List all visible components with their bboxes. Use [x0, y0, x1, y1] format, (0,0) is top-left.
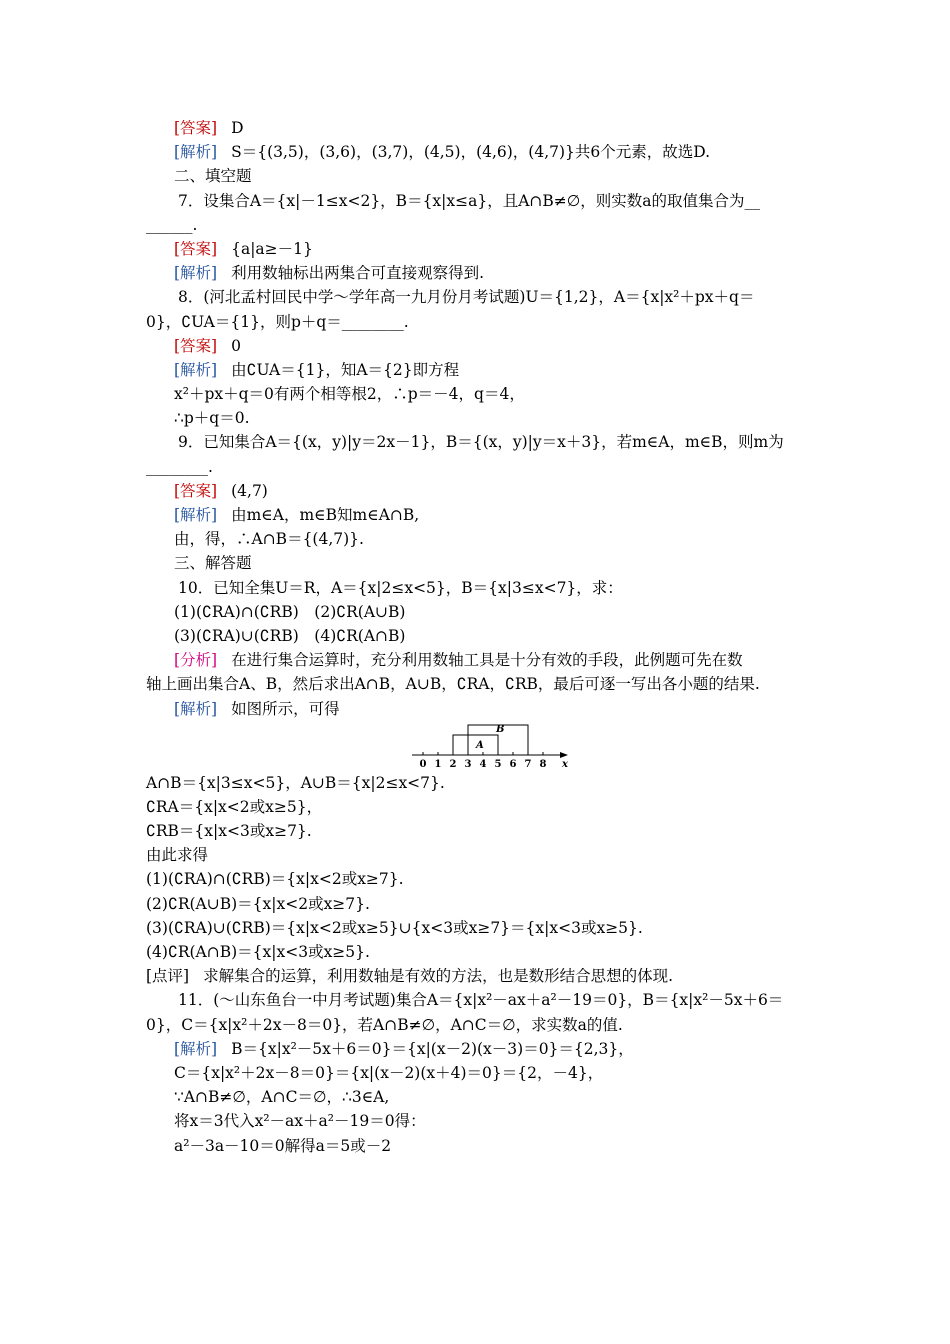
q7-analysis-line: [146, 261, 806, 285]
q9-answer: (4,7): [231, 481, 268, 500]
q10-parts-2: (3)(∁RA)∪(∁RB) (4)∁R(A∩B): [174, 626, 406, 645]
q6-answer: D: [231, 119, 244, 137]
q11-stem-1: 11．(～山东鱼台一中月考试题)集合A＝{x|x²－ax＋a²－19＝0}，B＝{x|x²－5x＋6＝: [178, 991, 784, 1010]
q10-parts-1: (1)(∁RA)∩(∁RB) (2)∁R(A∪B): [174, 602, 406, 621]
axis-arrow: [560, 752, 568, 758]
q11-analysis-4: 将x＝3代入x²－ax＋a²－19＝0得：: [174, 1112, 426, 1131]
q10-result-2: ∁RA＝{x|x<2或x≥5}，: [146, 797, 323, 816]
axis-tick-label: 5: [494, 758, 502, 769]
q10-result-7: (3)(∁RA)∪(∁RB)＝{x|x<2或x≥5}∪{x<3或x≥7}＝{x|x<3或x≥5}.: [146, 918, 643, 937]
document-page: [146, 116, 806, 1158]
analysis-tag: [解析]: [174, 1039, 218, 1058]
q11-analysis-3: ∵A∩B≠∅，A∩C＝∅，∴3∈A,: [174, 1088, 390, 1107]
axis-tick-label: 8: [539, 758, 547, 769]
axis-tick-label: 6: [509, 758, 517, 769]
q11-analysis-line: [146, 1037, 806, 1061]
answer-tag: [答案]: [174, 336, 218, 355]
q9-analysis-1: 由m∈A，m∈B知m∈A∩B,: [231, 506, 420, 524]
q11-stem-2: 0}，C＝{x|x²＋2x－8＝0}，若A∩B≠∅，A∩C＝∅，求实数a的值.: [146, 1015, 623, 1034]
axis-tick-label: 7: [524, 758, 532, 769]
analysis-tag: [解析]: [174, 360, 218, 379]
q7-analysis: 利用数轴标出两集合可直接观察得到.: [231, 264, 485, 283]
q10-analysis-line: [146, 697, 806, 721]
axis-var-label: x: [562, 758, 568, 769]
q10-result-8: (4)∁R(A∩B)＝{x|x<3或x≥5}.: [146, 943, 370, 961]
q8-stem-2: 0}，∁UA＝{1}，则p＋q＝________.: [146, 312, 409, 331]
q9-answer-line: [146, 479, 806, 503]
q6-analysis: S＝{(3,5)，(3,6)，(3,7)，(4,5)，(4,6)，(4,7)}共6个元素，故选D.: [231, 143, 711, 162]
section-heading-3: 三、解答题: [174, 554, 252, 573]
analysis-tag: [解析]: [174, 506, 218, 524]
q10-result-4: 由此求得: [146, 846, 209, 865]
set-a-label: A: [476, 739, 484, 751]
q8-answer-line: [146, 334, 806, 358]
q10-fenxi-2: 轴上画出集合A、B，然后求出A∩B，A∪B，∁RA，∁RB，最后可逐一写出各小题的结果.: [146, 675, 760, 694]
comment-tag: [点评]: [146, 967, 190, 986]
q11-analysis-5: a²－3a－10＝0解得a＝5或－2: [174, 1136, 392, 1155]
analysis-tag: [解析]: [174, 264, 218, 283]
q10-result-3: ∁RB＝{x|x<3或x≥7}.: [146, 822, 312, 841]
q10-comment-line: [146, 964, 806, 988]
q10-result-5: (1)(∁RA)∩(∁RB)＝{x|x<2或x≥7}.: [146, 870, 404, 889]
q10-result-6: (2)∁R(A∪B)＝{x|x<2或x≥7}.: [146, 894, 370, 913]
answer-tag: [答案]: [174, 481, 218, 500]
axis-tick-label: 4: [479, 758, 487, 769]
answer-tag: [答案]: [174, 239, 218, 258]
axis-tick-labels: [420, 759, 547, 769]
q10-fenxi-line: [146, 648, 806, 672]
q7-stem-1: 7．设集合A＝{x|－1≤x<2}，B＝{x|x≤a}，且A∩B≠∅，则实数a的取值集合为__: [178, 191, 761, 210]
q10-stem: 10．已知全集U＝R，A＝{x|2≤x<5}，B＝{x|3≤x<7}，求：: [178, 578, 623, 597]
axis-tick-label: 2: [449, 758, 457, 769]
q8-analysis-line: [146, 358, 806, 382]
q9-stem-1: 9．已知集合A＝{(x，y)|y＝2x－1}，B＝{(x，y)|y＝x＋3}，若m∈A，m∈B，则m为: [178, 433, 784, 452]
q8-analysis-3: ∴p＋q＝0.: [174, 409, 250, 428]
q6-answer-line: [146, 116, 806, 140]
answer-tag: [答案]: [174, 119, 218, 137]
q9-stem-2: ________.: [146, 457, 213, 476]
q8-analysis-2: x²＋px＋q＝0有两个相等根2，∴p＝－4，q＝4，: [174, 385, 525, 404]
q8-analysis-1: 由∁UA＝{1}，知A＝{2}即方程: [231, 360, 460, 379]
analysis-tag: [解析]: [174, 699, 218, 718]
q8-stem-1: 8．(河北孟村回民中学～学年高一九月份月考试题)U＝{1,2}，A＝{x|x²＋px＋q＝: [178, 288, 755, 307]
q7-answer-line: [146, 237, 806, 261]
q9-analysis-2: 由，得，∴A∩B＝{(4,7)}.: [174, 530, 364, 549]
section-heading-2: 二、填空题: [174, 167, 252, 186]
analysis-tag: [解析]: [174, 143, 218, 162]
q6-analysis-line: [146, 140, 806, 164]
fenxi-tag: [分析]: [174, 651, 218, 670]
q7-stem-2: ______.: [146, 215, 198, 234]
axis-tick-label: 3: [464, 758, 472, 769]
q8-answer: 0: [231, 336, 241, 355]
q11-analysis-2: C＝{x|x²＋2x－8＝0}＝{x|(x－2)(x＋4)＝0}＝{2，－4}，: [174, 1063, 604, 1082]
q10-comment: 求解集合的运算，利用数轴是有效的方法，也是数形结合思想的体现.: [203, 967, 674, 986]
number-line-svg: [408, 721, 578, 769]
q10-result-1: A∩B＝{x|3≤x<5}，A∪B＝{x|2≤x<7}.: [146, 773, 445, 792]
q7-answer: {a|a≥－1}: [231, 239, 313, 258]
axis-tick-label: 0: [419, 758, 427, 769]
q10-analysis: 如图所示，可得: [231, 699, 340, 718]
q9-analysis-line: [146, 503, 806, 527]
q10-fenxi-1: 在进行集合运算时，充分利用数轴工具是十分有效的手段，此例题可先在数: [231, 651, 743, 670]
q11-analysis-1: B＝{x|x²－5x＋6＝0}＝{x|(x－2)(x－3)＝0}＝{2,3}，: [231, 1039, 634, 1058]
set-b-label: B: [496, 723, 505, 735]
axis-tick-label: 1: [434, 758, 442, 769]
number-line-figure: [146, 721, 806, 771]
